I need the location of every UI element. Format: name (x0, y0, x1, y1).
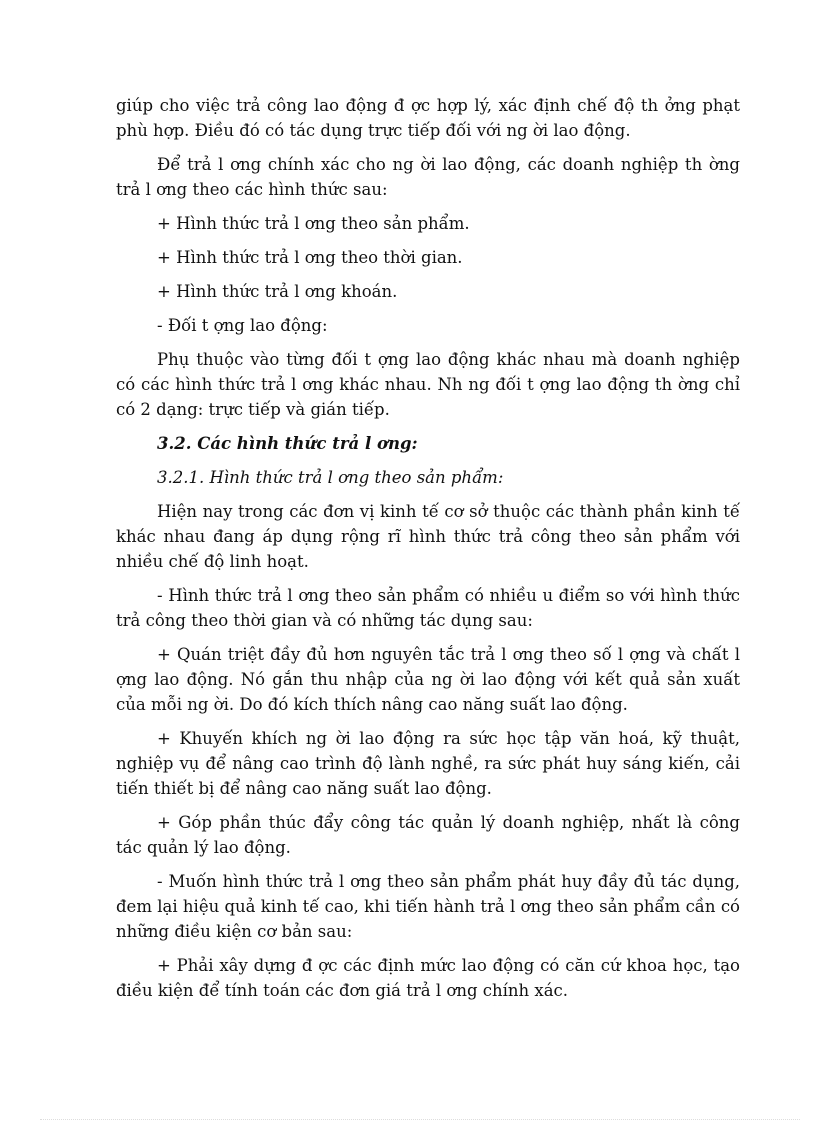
list-item-principle: + Quán triệt đầy đủ hơn nguyên tắc trả l ơng theo số l ợng và chất l ợng lao động. Nó gắn thu nhập của ng ời lao động với kết quả sản xuất của mỗi ng ời. Do đó kích thích nâng cao năng suất lao động. (116, 645, 740, 714)
list-item-contract-wage: + Hình thức trả l ơng khoán. (157, 282, 398, 301)
paragraph-continuation: giúp cho việc trả công lao động đ ợc hợp lý, xác định chế độ th ởng phạt phù hợp. Điều đó có tác dụng trực tiếp đối với ng ời lao động. (116, 96, 740, 140)
section-heading-3-2: 3.2. Các hình thức trả l ơng: (157, 434, 418, 453)
list-item-labor-subjects: - Đối t ợng lao động: (157, 316, 328, 335)
list-item-product-wage: + Hình thức trả l ơng theo sản phẩm. (157, 214, 470, 233)
paragraph-intro-forms: Để trả l ơng chính xác cho ng ời lao động, các doanh nghiệp th ờng trả l ơng theo các hình thức sau: (116, 155, 740, 199)
document-page (116, 93, 740, 1012)
page-bottom-rule (40, 1119, 800, 1120)
paragraph-current-practice: Hiện nay trong các đơn vị kinh tế cơ sở thuộc các thành phần kinh tế khác nhau đang áp dụng rộng rĩ hình thức trả công theo sản phẩm với nhiều chế độ linh hoạt. (116, 502, 740, 571)
list-item-time-wage: + Hình thức trả l ơng theo thời gian. (157, 248, 463, 267)
subsection-heading-3-2-1: 3.2.1. Hình thức trả l ơng theo sản phẩm: (157, 468, 504, 487)
list-item-management: + Góp phần thúc đẩy công tác quản lý doanh nghiệp, nhất là công tác quản lý lao động. (116, 813, 740, 857)
paragraph-labor-types: Phụ thuộc vào từng đối t ợng lao động khác nhau mà doanh nghiệp có các hình thức trả l ơng khác nhau. Nh ng đối t ợng lao động th ờng chỉ có 2 dạng: trực tiếp và gián tiếp. (116, 350, 740, 419)
list-item-encourage: + Khuyến khích ng ời lao động ra sức học tập văn hoá, kỹ thuật, nghiệp vụ để nâng cao trình độ lành nghề, ra sức phát huy sáng kiến, cải tiến thiết bị để nâng cao năng suất lao động. (116, 729, 740, 798)
paragraph-conditions: - Muốn hình thức trả l ơng theo sản phẩm phát huy đầy đủ tác dụng, đem lại hiệu quả kinh tế cao, khi tiến hành trả l ơng theo sản phẩm cần có những điều kiện cơ bản sau: (116, 872, 740, 941)
list-item-norms: + Phải xây dựng đ ợc các định mức lao động có căn cứ khoa học, tạo điều kiện để tính toán các đơn giá trả l ơng chính xác. (116, 956, 740, 1000)
paragraph-advantages: - Hình thức trả l ơng theo sản phẩm có nhiều u điểm so với hình thức trả công theo thời gian và có những tác dụng sau: (116, 586, 740, 630)
